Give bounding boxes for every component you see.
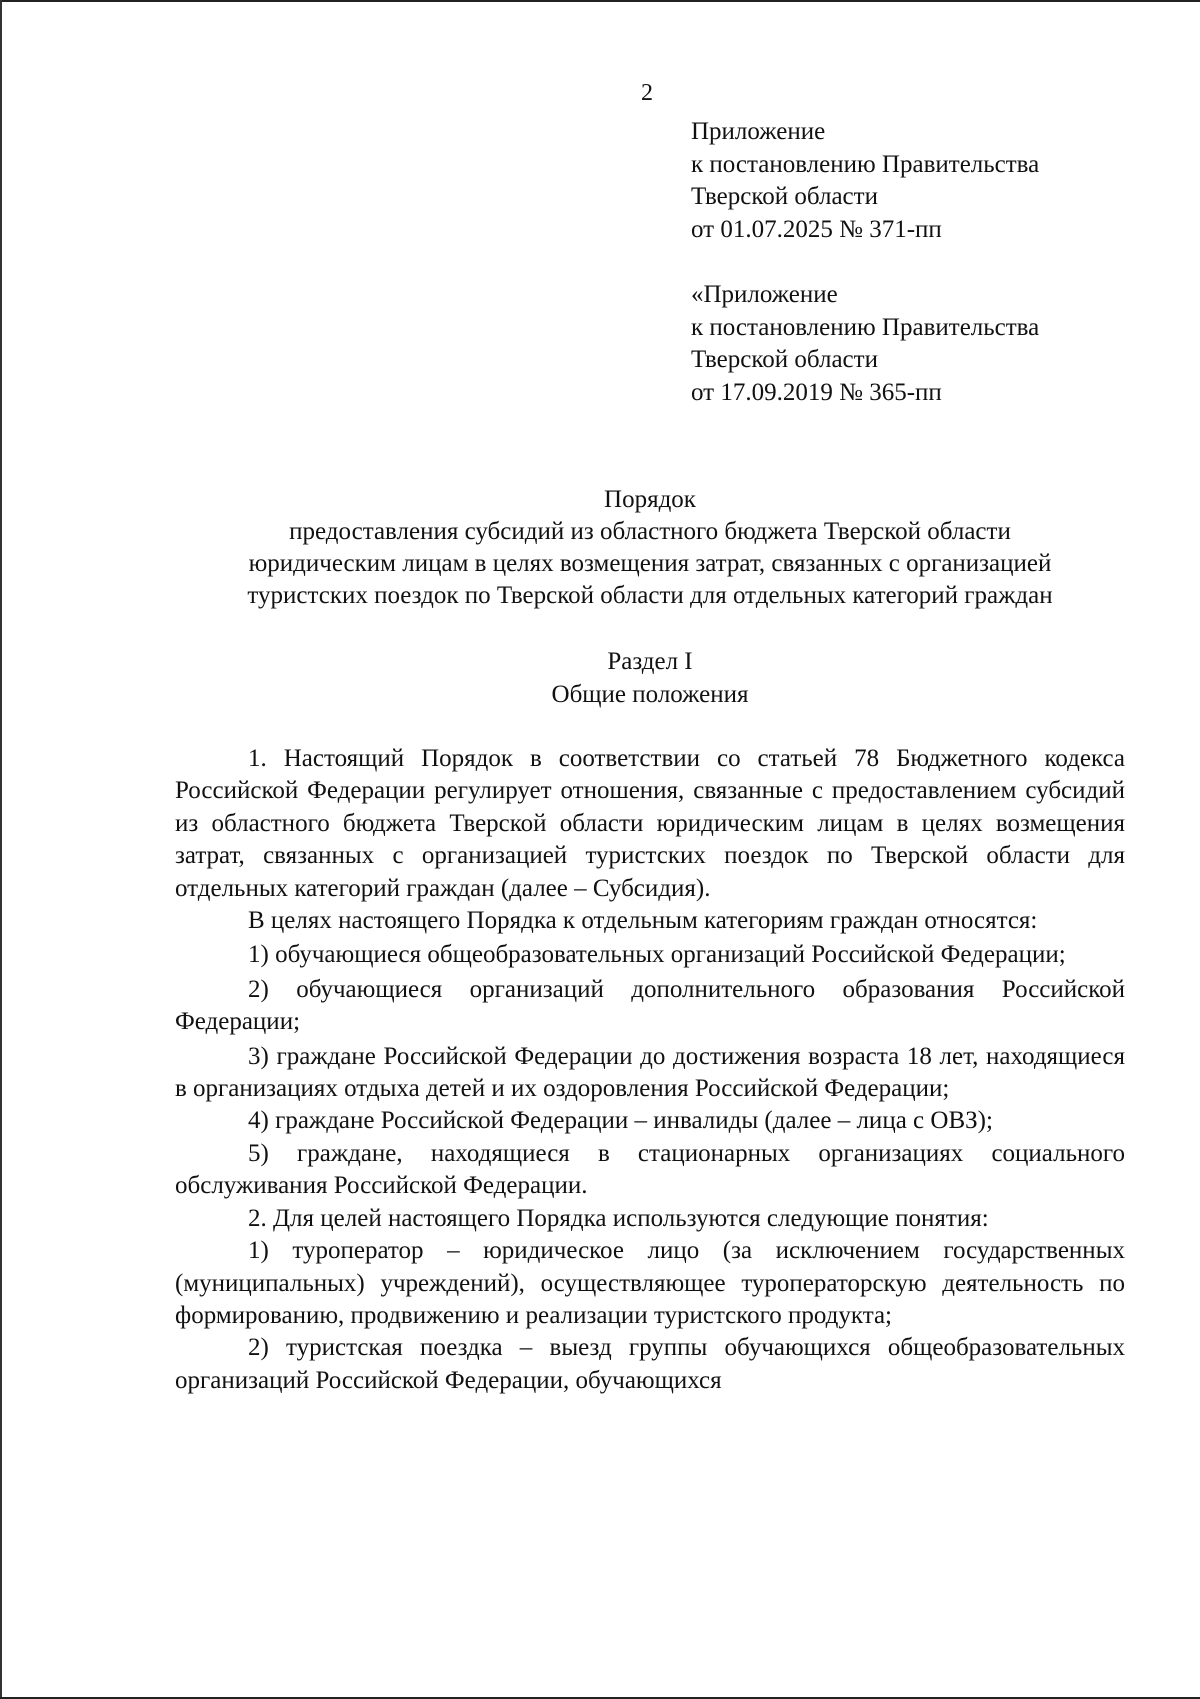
approval-block-original — [691, 279, 1039, 409]
section-number: Раздел I — [607, 648, 693, 675]
list-item: 5) граждане, находящиеся в стационарных организациях социального обслуживания Российской Федерации. — [175, 1139, 1125, 1200]
list-item: 1) туроператор – юридическое лицо (за исключением государственных (муниципальных) учреждений), осуществляющее туроператорскую деятельность по формированию, продвижению и реализации туристского продукта; — [175, 1237, 1125, 1329]
paragraph: В целях настоящего Порядка к отдельным категориям граждан относятся: — [248, 907, 1038, 935]
approval-current-line: от 01.07.2025 № 371-пп — [691, 215, 942, 243]
paragraph: 2. Для целей настоящего Порядка используются следующие понятия: — [248, 1204, 989, 1232]
approval-original-line: от 17.09.2019 № 365-пп — [691, 378, 942, 406]
list-item: 4) граждане Российской Федерации – инвалиды (далее – лица с ОВЗ); — [248, 1107, 993, 1135]
list-item: 2) обучающиеся организаций дополнительного образования Российской Федерации; — [175, 975, 1125, 1036]
approval-block-current — [691, 116, 1039, 246]
approval-original-line: к постановлению Правительства — [691, 313, 1040, 341]
approval-original-line: «Приложение — [691, 281, 838, 308]
scan-border-left — [0, 0, 2, 1699]
title-heading: Порядок — [604, 486, 696, 513]
document-body — [175, 743, 1125, 1397]
document-title — [170, 484, 1130, 612]
list-item: 2) туристская поездка – выезд группы обучающихся общеобразовательных организаций Российской Федерации, обучающихся — [175, 1334, 1125, 1394]
title-line: юридическим лицам в целях возмещения затрат, связанных с организацией — [248, 550, 1052, 577]
approval-current-line: к постановлению Правительства — [691, 150, 1040, 178]
approval-original-line: Тверской области — [691, 346, 878, 373]
paragraph: 1. Настоящий Порядок в соответствии со статьей 78 Бюджетного кодекса Российской Федерации регулирует отношения, связанные с предоставлением субсидий из областного бюджета Тверской области юридическим лицам в целях возмещения затрат, связанных с организацией туристских поездок по Тверской области для отдельных категорий граждан (далее – Субсидия). — [175, 745, 1125, 902]
list-item: 3) граждане Российской Федерации до достижения возраста 18 лет, находящиеся в организациях отдыха детей и их оздоровления Российской Федерации; — [175, 1042, 1125, 1103]
approval-current-line: Приложение — [691, 118, 826, 145]
scan-border-top — [0, 0, 1200, 2]
title-line: туристских поездок по Тверской области для отдельных категорий граждан — [247, 582, 1053, 609]
list-item: 1) обучающиеся общеобразовательных организаций Российской Федерации; — [248, 941, 1066, 969]
title-line: предоставления субсидий из областного бюджета Тверской области — [289, 518, 1011, 545]
page-number: 2 — [641, 80, 653, 106]
section-heading — [170, 645, 1130, 711]
section-name: Общие положения — [551, 681, 749, 708]
approval-current-line: Тверской области — [691, 183, 878, 210]
